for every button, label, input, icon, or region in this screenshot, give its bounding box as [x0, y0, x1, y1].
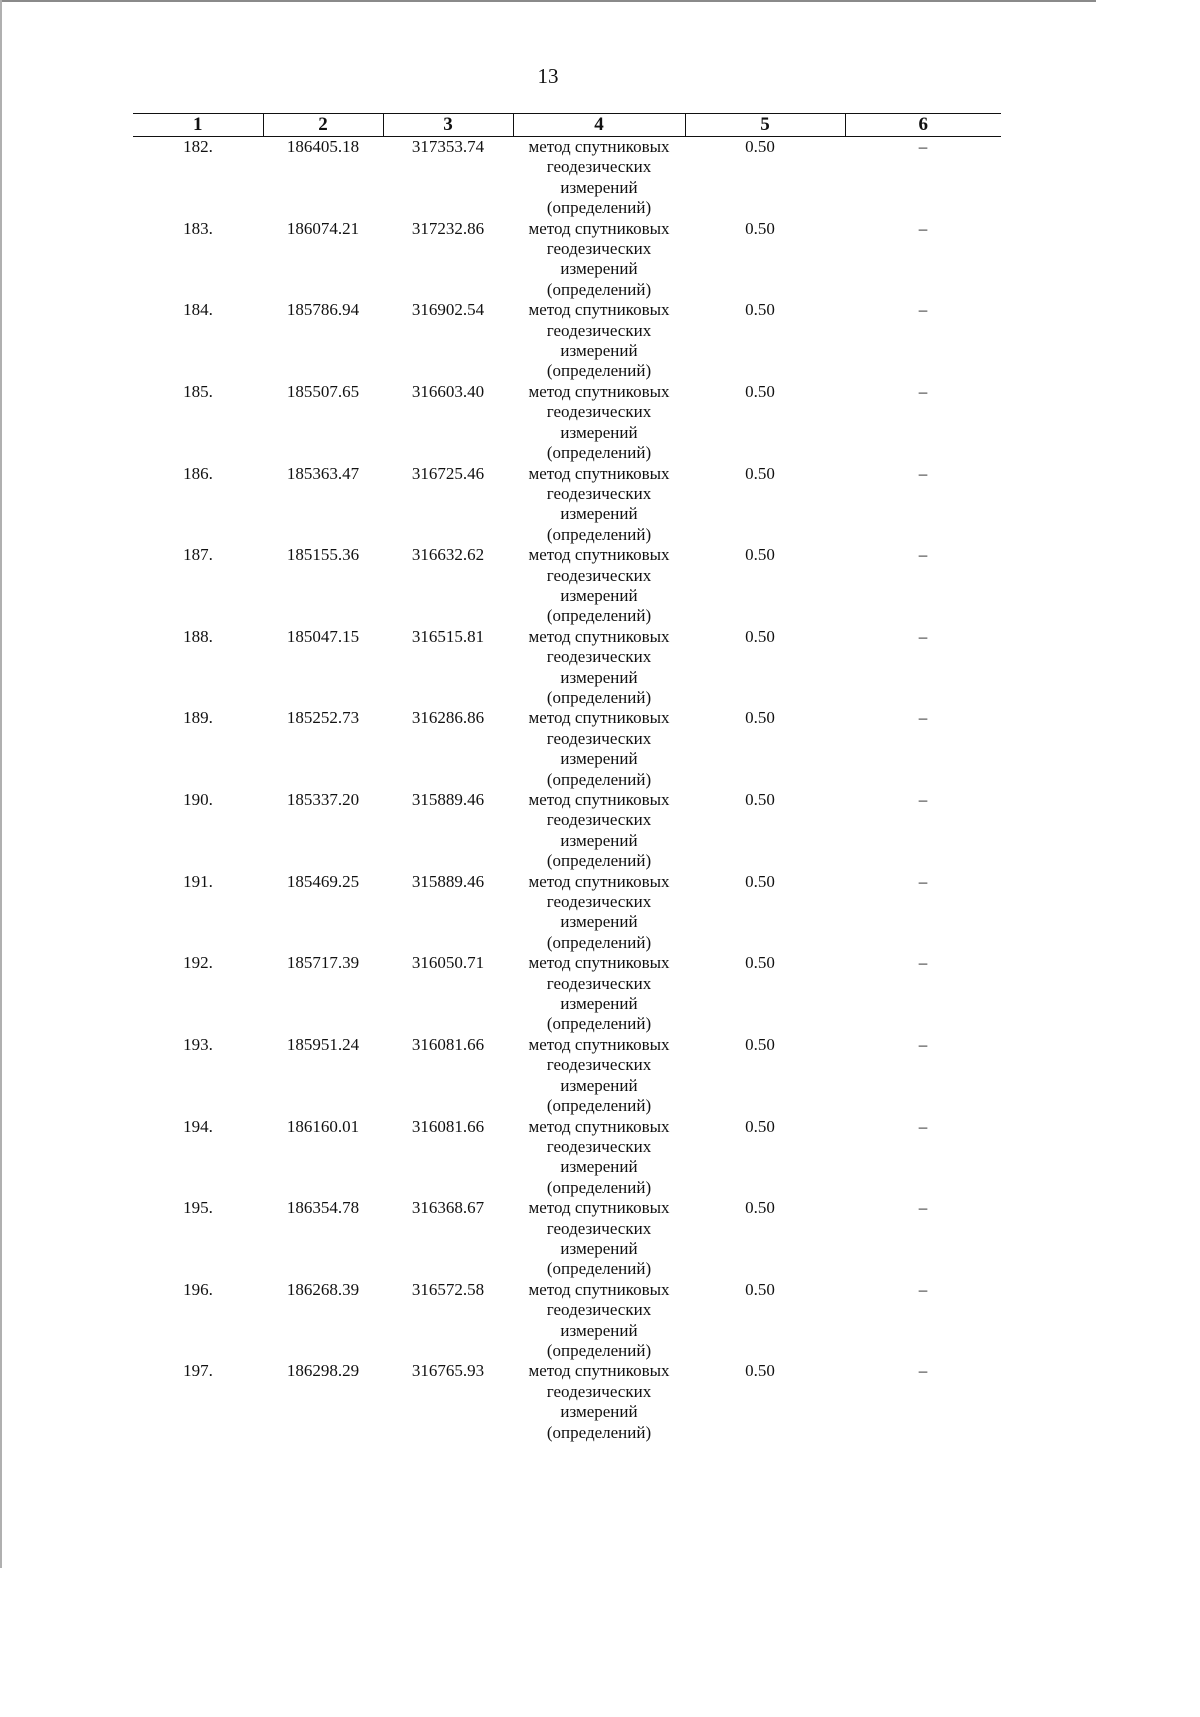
point-number: 187.: [183, 545, 213, 565]
point-description: –: [918, 218, 928, 238]
accuracy-value: 0.50: [745, 1034, 775, 1054]
point-description: –: [918, 463, 928, 483]
measurement-method: метод спутниковых геодезических измерений (определений): [528, 218, 670, 299]
point-description: –: [918, 1279, 928, 1299]
coordinate-y: 316050.71: [411, 953, 485, 973]
accuracy-value: 0.50: [745, 790, 775, 809]
coordinate-y: 316725.46: [411, 463, 485, 483]
coordinate-y: 316081.66: [411, 1116, 485, 1136]
coordinate-y: 316515.81: [411, 626, 485, 646]
point-number: 188.: [183, 626, 213, 646]
header-col-4: 4: [513, 114, 685, 137]
point-number: 183.: [183, 218, 213, 238]
table-row: [133, 953, 1001, 1035]
table-row: [133, 627, 1001, 709]
measurement-method: метод спутниковых геодезических измерений (определений): [528, 871, 670, 952]
table-row: [133, 1035, 1001, 1117]
table-row: [133, 382, 1001, 464]
table-row: [133, 464, 1001, 546]
coordinate-x: 185252.73: [286, 708, 360, 728]
coordinate-y: 316081.66: [411, 1034, 485, 1054]
point-number: 195.: [183, 1198, 213, 1218]
accuracy-value: 0.50: [745, 626, 775, 646]
measurement-method: метод спутниковых геодезических измерений (определений): [528, 545, 670, 626]
point-number: 191.: [183, 871, 213, 891]
point-number: 193.: [183, 1034, 213, 1054]
coordinate-x: 186268.39: [286, 1279, 360, 1299]
coordinate-x: 185155.36: [286, 545, 360, 565]
coordinates-table: [133, 113, 1001, 1443]
point-description: –: [918, 790, 928, 809]
table-row: [133, 1361, 1001, 1443]
table-row: [133, 708, 1001, 790]
coordinate-y: 315889.46: [411, 790, 485, 809]
accuracy-value: 0.50: [745, 545, 775, 565]
measurement-method: метод спутниковых геодезических измерений (определений): [528, 626, 670, 707]
header-col-3: 3: [383, 114, 513, 137]
coordinate-y: 316603.40: [411, 381, 485, 401]
coordinate-x: 185717.39: [286, 953, 360, 973]
page-number: 13: [537, 64, 559, 88]
measurement-method: метод спутниковых геодезических измерений (определений): [528, 300, 670, 381]
accuracy-value: 0.50: [745, 1279, 775, 1299]
measurement-method: метод спутниковых геодезических измерений (определений): [528, 1361, 670, 1442]
measurement-method: метод спутниковых геодезических измерений (определений): [528, 137, 670, 218]
coordinate-x: 185337.20: [286, 790, 360, 809]
coordinate-y: 316765.93: [411, 1361, 485, 1381]
point-description: –: [918, 137, 928, 156]
point-description: –: [918, 1034, 928, 1054]
accuracy-value: 0.50: [745, 1116, 775, 1136]
accuracy-value: 0.50: [745, 953, 775, 973]
coordinate-x: 185951.24: [286, 1034, 360, 1054]
coordinate-x: 186405.18: [286, 137, 360, 156]
coordinate-y: 316286.86: [411, 708, 485, 728]
point-number: 197.: [183, 1361, 213, 1381]
table-header-row: [133, 114, 1001, 137]
measurement-method: метод спутниковых геодезических измерений (определений): [528, 708, 670, 789]
point-description: –: [918, 1116, 928, 1136]
coordinate-x: 186160.01: [286, 1116, 360, 1136]
coordinate-y: 316902.54: [411, 300, 485, 320]
coordinate-x: 186298.29: [286, 1361, 360, 1381]
point-number: 190.: [183, 790, 213, 809]
table-row: [133, 219, 1001, 301]
accuracy-value: 0.50: [745, 1198, 775, 1218]
point-number: 185.: [183, 381, 213, 401]
table-row: [133, 790, 1001, 872]
table-row: [133, 1280, 1001, 1362]
point-description: –: [918, 1198, 928, 1218]
measurement-method: метод спутниковых геодезических измерений (определений): [528, 953, 670, 1034]
coordinate-y: 317232.86: [411, 218, 485, 238]
accuracy-value: 0.50: [745, 708, 775, 728]
table-body: [133, 137, 1001, 1444]
point-number: 182.: [183, 137, 213, 156]
coordinate-x: 186354.78: [286, 1198, 360, 1218]
coordinate-x: 185786.94: [286, 300, 360, 320]
accuracy-value: 0.50: [745, 463, 775, 483]
table-row: [133, 872, 1001, 954]
point-number: 194.: [183, 1116, 213, 1136]
table-row: [133, 1117, 1001, 1199]
accuracy-value: 0.50: [745, 218, 775, 238]
header-col-2: 2: [263, 114, 383, 137]
table-row: [133, 545, 1001, 627]
header-col-5: 5: [685, 114, 845, 137]
point-description: –: [918, 626, 928, 646]
point-description: –: [918, 871, 928, 891]
measurement-method: метод спутниковых геодезических измерений (определений): [528, 790, 670, 871]
coordinate-y: 315889.46: [411, 871, 485, 891]
measurement-method: метод спутниковых геодезических измерений (определений): [528, 1198, 670, 1279]
point-description: –: [918, 545, 928, 565]
measurement-method: метод спутниковых геодезических измерений (определений): [528, 463, 670, 544]
scan-edge-left: [0, 0, 2, 1568]
header-col-1: 1: [133, 114, 263, 137]
coordinate-y: 316572.58: [411, 1279, 485, 1299]
accuracy-value: 0.50: [745, 137, 775, 156]
point-description: –: [918, 708, 928, 728]
measurement-method: метод спутниковых геодезических измерений (определений): [528, 381, 670, 463]
point-number: 186.: [183, 463, 213, 483]
point-number: 196.: [183, 1279, 213, 1299]
coordinate-y: 317353.74: [411, 137, 485, 156]
coordinate-x: 185469.25: [286, 871, 360, 891]
coordinate-x: 186074.21: [286, 218, 360, 238]
point-number: 189.: [183, 708, 213, 728]
table-row: [133, 300, 1001, 382]
coordinate-y: 316368.67: [411, 1198, 485, 1218]
point-description: –: [918, 1361, 928, 1381]
coordinate-x: 185363.47: [286, 463, 360, 483]
point-number: 184.: [183, 300, 213, 320]
point-description: –: [918, 300, 928, 320]
header-col-6: 6: [845, 114, 1001, 137]
table-row: [133, 137, 1001, 219]
point-number: 192.: [183, 953, 213, 973]
measurement-method: метод спутниковых геодезических измерений (определений): [528, 1116, 670, 1197]
coordinate-x: 185047.15: [286, 626, 360, 646]
accuracy-value: 0.50: [745, 381, 775, 401]
coordinate-x: 185507.65: [286, 381, 360, 401]
accuracy-value: 0.50: [745, 1361, 775, 1381]
accuracy-value: 0.50: [745, 871, 775, 891]
measurement-method: метод спутниковых геодезических измерений (определений): [528, 1279, 670, 1360]
point-description: –: [918, 381, 928, 401]
scan-edge-top: [0, 0, 1096, 2]
point-description: –: [918, 953, 928, 973]
coordinate-y: 316632.62: [411, 545, 485, 565]
accuracy-value: 0.50: [745, 300, 775, 320]
table-row: [133, 1198, 1001, 1280]
measurement-method: метод спутниковых геодезических измерений (определений): [528, 1034, 670, 1116]
